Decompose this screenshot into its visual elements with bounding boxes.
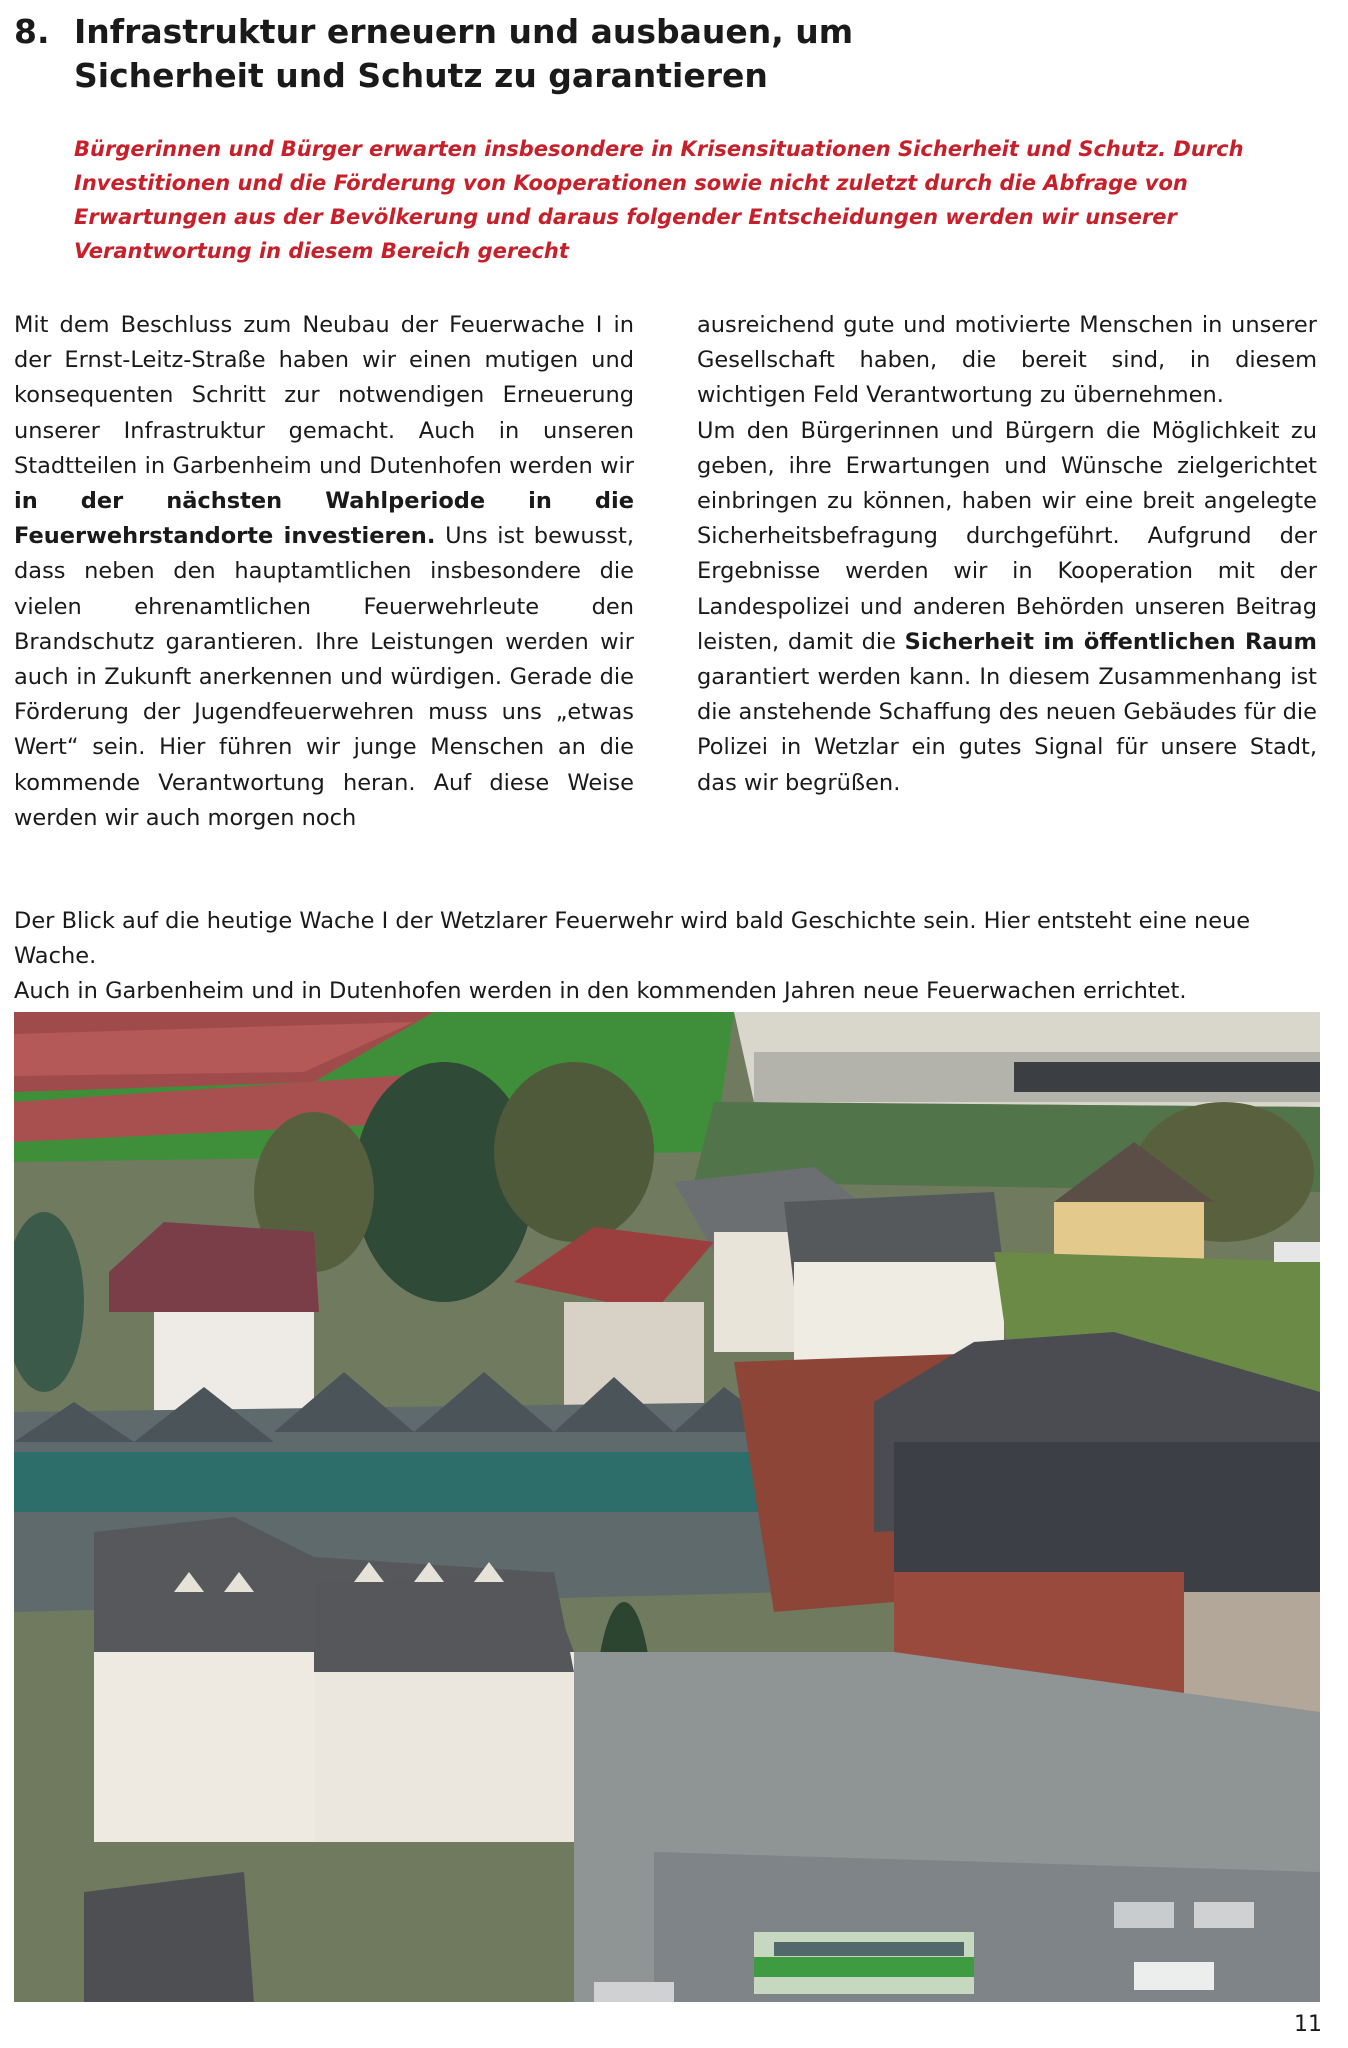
- page-title: [14, 10, 1314, 98]
- right-column: [697, 308, 1317, 801]
- left-text-1: Mit dem Beschluss zum Neubau der Feuerwache I in der Ernst-Leitz-Straße haben wir einen mutigen und konsequenten Schritt zur notwendigen Erneuerung unserer Infrastruktur gemacht. Auch in unseren Stadtteilen in Garbenheim und Dutenhofen werden wir: [14, 312, 634, 479]
- section-number: 8.: [14, 12, 50, 51]
- page-number: 11: [1294, 2012, 1322, 2037]
- right-bold-text: Sicherheit im öffentlichen Raum: [904, 628, 1317, 655]
- left-column: [14, 308, 634, 836]
- title-line-2: Sicherheit und Schutz zu garantieren: [74, 56, 768, 95]
- right-paragraph-2: [697, 414, 1317, 801]
- aerial-photo: [14, 1012, 1320, 2002]
- lead-paragraph: Bürgerinnen und Bürger erwarten insbesondere in Krisensituationen Sicherheit und Schutz. Durch Investitionen und die Förderung von Kooperationen sowie nicht zuletzt durch die Abfrage von Erwartungen aus der Bevölkerung und daraus folgender Entscheidungen werden wir unserer Verantwortung in diesem Bereich gerecht: [74, 137, 1244, 263]
- right-text-2: garantiert werden kann. In diesem Zusammenhang ist die anstehende Schaffung des neuen Gebäudes für die Polizei in Wetzlar ein gutes Signal für unsere Stadt, das wir begrüßen.: [697, 664, 1317, 796]
- right-text-1: Um den Bürgerinnen und Bürgern die Möglichkeit zu geben, ihre Erwartungen und Wünsche zielgerichtet einbringen zu können, haben wir eine breit angelegte Sicherheitsbefragung durchgeführt. Aufgrund der Ergebnisse werden wir in Kooperation mit der Landespolizei und anderen Behörden unseren Beitrag leisten, damit die: [697, 417, 1317, 655]
- aerial-photo-illustration: [14, 1012, 1320, 2002]
- left-text-2: Uns ist bewusst, dass neben den hauptamtlichen insbesondere die vielen ehrenamtlichen Feuerwehrleute den Brandschutz garantieren. Ihre Leistungen werden wir auch in Zukunft anerkennen und würdigen. Gerade die Förderung der Jugendfeuerwehren muss uns „etwas Wert“ sein. Hier führen wir junge Menschen an die kommende Verantwortung heran. Auf diese Weise werden wir auch morgen noch: [14, 523, 634, 831]
- title-line-1: Infrastruktur erneuern und ausbauen, um: [74, 12, 854, 51]
- left-bold-text: in der nächsten Wahlperiode in die Feuerwehrstandorte investieren.: [14, 488, 634, 550]
- caption-line-1: Der Blick auf die heutige Wache I der Wetzlarer Feuerwehr wird bald Geschichte sein. Hier entsteht eine neue Wache.: [14, 908, 1251, 969]
- photo-caption: [14, 904, 1334, 1009]
- left-paragraph: [14, 308, 634, 836]
- caption-line-2: Auch in Garbenheim und in Dutenhofen werden in den kommenden Jahren neue Feuerwachen errichtet.: [14, 978, 1187, 1004]
- right-paragraph-1: ausreichend gute und motivierte Menschen in unserer Gesellschaft haben, die bereit sind, in diesem wichtigen Feld Verantwortung zu übernehmen.: [697, 312, 1317, 409]
